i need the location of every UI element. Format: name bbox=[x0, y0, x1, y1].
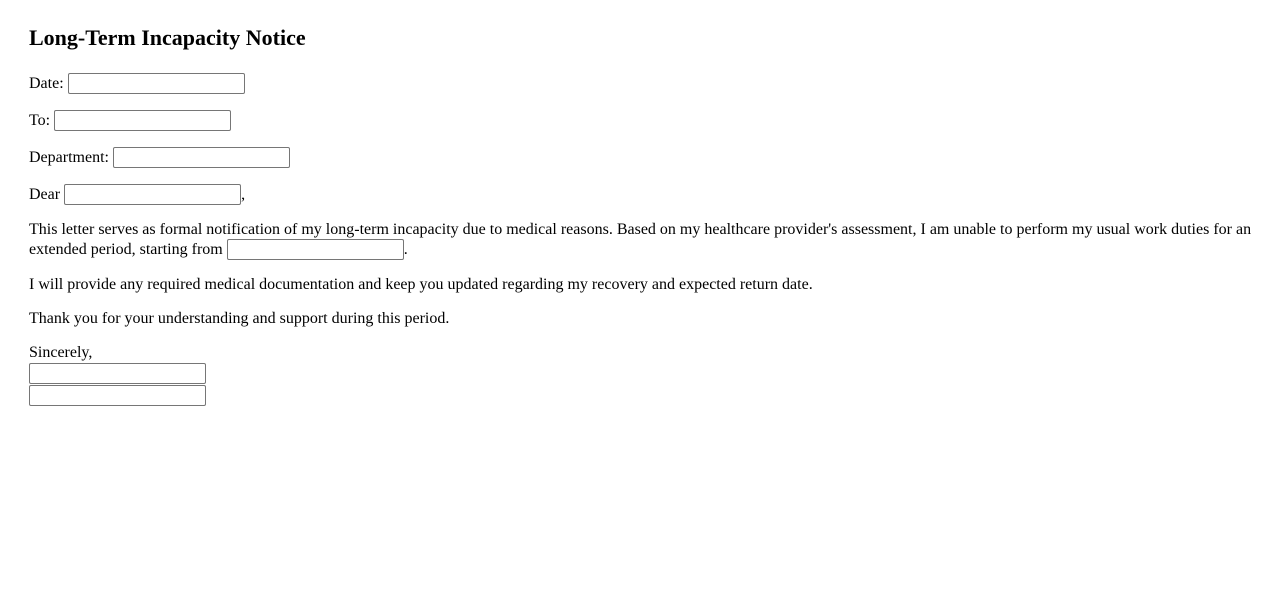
date-row bbox=[29, 73, 1263, 94]
closing-text: Sincerely, bbox=[29, 344, 93, 361]
to-label: To: bbox=[29, 112, 51, 129]
department-input[interactable] bbox=[113, 147, 290, 168]
body-paragraph-3: Thank you for your understanding and support during this period. bbox=[29, 310, 450, 327]
signature-input-1[interactable] bbox=[29, 363, 206, 384]
salutation-name-input[interactable] bbox=[64, 184, 241, 205]
salutation-row bbox=[29, 184, 1263, 205]
date-input[interactable] bbox=[68, 73, 245, 94]
department-row bbox=[29, 147, 1263, 168]
salutation-suffix: , bbox=[241, 186, 246, 203]
body-paragraph-1 bbox=[29, 221, 1263, 260]
to-input[interactable] bbox=[54, 110, 231, 131]
paragraph1-text: This letter serves as formal notification of my long-term incapacity due to medical reasons. Based on my healthcare provider's assessment, I am unable to perform my usual work duties for an extended period, starting from bbox=[29, 221, 1252, 258]
to-row bbox=[29, 110, 1263, 131]
paragraph1-period: . bbox=[403, 241, 408, 258]
signature-input-2[interactable] bbox=[29, 385, 206, 406]
salutation-label: Dear bbox=[29, 186, 61, 203]
date-label: Date: bbox=[29, 75, 64, 92]
body-paragraph-2: I will provide any required medical documentation and keep you updated regarding my recovery and expected return date. bbox=[29, 276, 813, 293]
department-label: Department: bbox=[29, 149, 109, 166]
start-date-input[interactable] bbox=[227, 239, 404, 260]
page-title: Long-Term Incapacity Notice bbox=[29, 25, 306, 50]
signature-block bbox=[29, 344, 1263, 406]
